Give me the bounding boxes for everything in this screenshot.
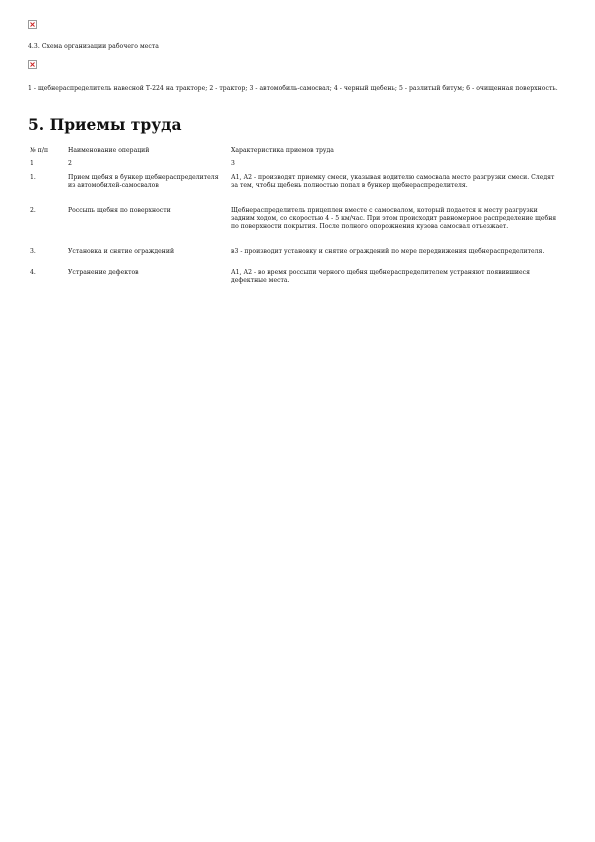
table-header-description: Характеристика приемов труда (231, 147, 334, 154)
table-row-operation: Установка и снятие ограждений (68, 248, 175, 255)
broken-image-icon (28, 60, 37, 69)
table-row-operation: Прием щебня в бункер щебнераспределителя из автомобилей-самосвалов (68, 174, 219, 190)
table-row-description: Щебнераспределитель прицеплен вместе с самосвалом, который подается к месту разгрузки задним ходом, со скоростью 4 - 5 км/час. При этом происходит равномерное распределение щебня по поверхности покрытия. После полного опорожнения кузова самосвал отъезжает. (231, 207, 557, 231)
table-header-operation: Наименование операций (68, 147, 150, 154)
table-row-description: в3 - производит установку и снятие ограждений по мере передвижения щебнераспределителя. (231, 248, 545, 255)
figure-caption: 4.3. Схема организации рабочего места (28, 43, 159, 50)
broken-image-icon (28, 20, 37, 29)
table-header-number: № п/п (30, 147, 49, 154)
table-row-number: 1. (30, 174, 36, 181)
table-column-number: 1 (30, 160, 34, 167)
table-column-number: 3 (231, 160, 235, 167)
close-x-icon (30, 22, 35, 27)
table-row-description: А1, А2 - производят приемку смеси, указывая водителю самосвала место разгрузки смеси. Следят за тем, чтобы щебень полностью попал в бункер щебнераспределителя. (231, 174, 555, 190)
table-row-description: А1, А2 - во время россыпи черного щебня щебнераспределителем устраняют появившиеся дефектные места. (231, 269, 530, 285)
table-row-number: 3. (30, 248, 36, 255)
table-row-operation: Устранение дефектов (68, 269, 139, 276)
table-row-number: 2. (30, 207, 36, 214)
close-x-icon (30, 62, 35, 67)
figure-legend: 1 - щебнераспределитель навесной Т-224 на тракторе; 2 - трактор; 3 - автомобиль-самосвал; 4 - черный щебень; 5 - разлитый битум; 6 - очищенная поверхность. (28, 85, 558, 92)
table-row-number: 4. (30, 269, 36, 276)
table-row-operation: Россыпь щебня по поверхности (68, 207, 171, 214)
table-column-number: 2 (68, 160, 72, 167)
section-title: 5. Приемы труда (28, 115, 182, 134)
